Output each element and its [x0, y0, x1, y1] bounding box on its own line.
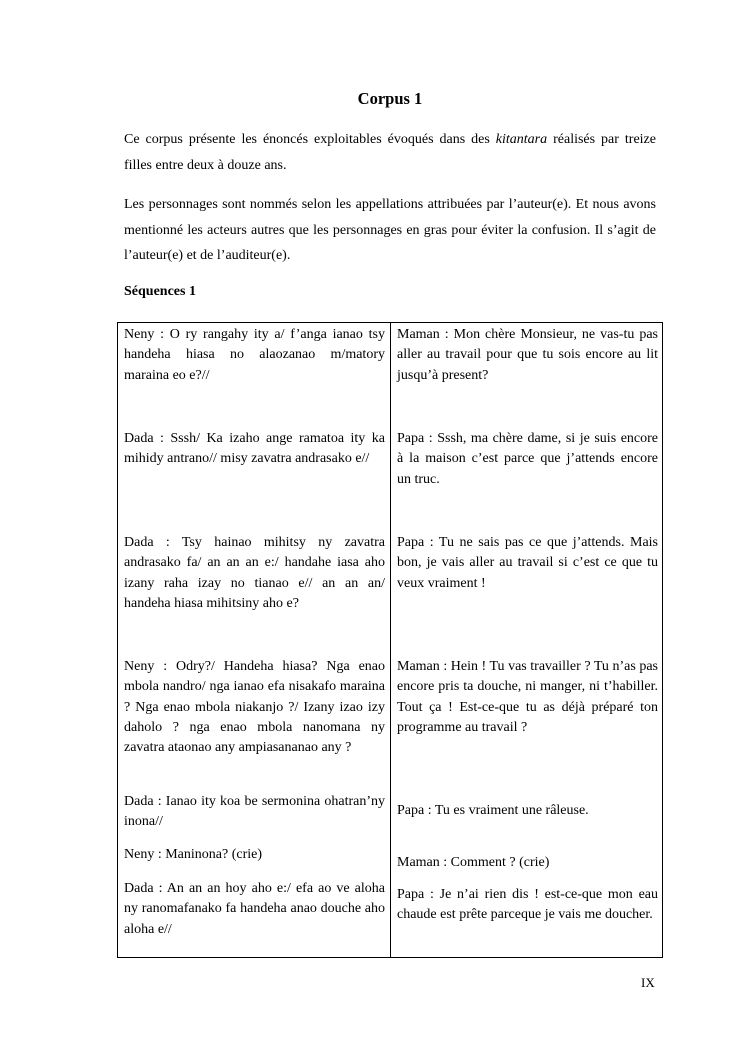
intro-emphasis-term: kitantara — [495, 132, 548, 147]
dialogue-cell-french: Maman : Mon chère Monsieur, ne vas-tu pas aller au travail pour que tu sois encore au lit jusqu’à present? — [397, 327, 658, 383]
intro-paragraph-2: Les personnages sont nommés selon les appellations attribuées par l’auteur(e). Et nous avons mentionné les acteurs autres que les personnages en gras pour éviter la confusion. Il s’agit de l’auteur(e) et de l’auditeur(e). — [124, 197, 656, 263]
dialogue-cell-malagasy: Neny : Odry?/ Handeha hiasa? Nga enao mbola nandro/ nga ianao efa nisakafo maraina ? Nga enao mbola niakanjo ?/ Izany izao izy daholo ? nga enao mbola nanomana ny zavatra ataonao any ampiasananao any ? — [124, 659, 385, 756]
dialogue-cell-french: Papa : Je n’ai rien dis ! est-ce-que mon eau chaude est prête parceque je vais me doucher. — [397, 887, 658, 923]
page-number: IX — [641, 975, 655, 990]
sequence-heading: Séquences 1 — [124, 284, 196, 299]
intro-text-start: Ce corpus présente les énoncés exploitables évoqués dans des — [124, 132, 496, 147]
dialogue-cell-french: Papa : Tu ne sais pas ce que j’attends. Mais bon, je vais aller au travail si c’est ce que tu veux vraiment ! — [397, 535, 658, 591]
dialogue-cell-malagasy: Dada : Tsy hainao mihitsy ny zavatra andrasako fa/ an an an e:/ handahe iasa aho izany raha izay no tianao e// an an an/ handeha hiasa mihitsiny aho e? — [124, 535, 385, 611]
page-title: Corpus 1 — [357, 89, 423, 108]
dialogue-cell-malagasy: Dada : Sssh/ Ka izaho ange ramatoa ity ka mihidy antrano// misy zavatra andrasako e// — [124, 431, 385, 467]
dialogue-cell-malagasy: Dada : Ianao ity koa be sermonina ohatran’ny inona// — [124, 794, 385, 830]
intro-text-end: réalisés par treize filles entre deux à douze ans. — [124, 132, 656, 173]
dialogue-cell-malagasy: Neny : O ry rangahy ity a/ f’anga ianao tsy handeha hiasa no alaozanao m/matory maraina eo e?// — [124, 327, 385, 383]
dialogue-cell-french: Maman : Comment ? (crie) — [397, 855, 550, 870]
dialogue-cell-french: Maman : Hein ! Tu vas travailler ? Tu n’as pas encore pris ta douche, ni manger, ni t’habiller. Tout ça ! Est-ce-que tu as déjà préparé ton programme au travail ? — [397, 659, 658, 735]
intro-paragraph-1 — [124, 127, 656, 178]
dialogue-cell-malagasy: Neny : Maninona? (crie) — [124, 847, 262, 862]
column-divider — [390, 323, 391, 957]
dialogue-cell-french: Papa : Tu es vraiment une râleuse. — [397, 803, 589, 818]
dialogue-table — [117, 322, 663, 958]
dialogue-cell-malagasy: Dada : An an an hoy aho e:/ efa ao ve aloha ny ranomafanako fa handeha anao douche aho aloha e// — [124, 881, 385, 937]
dialogue-cell-french: Papa : Sssh, ma chère dame, si je suis encore à la maison c’est parce que j’attends encore un truc. — [397, 431, 658, 487]
